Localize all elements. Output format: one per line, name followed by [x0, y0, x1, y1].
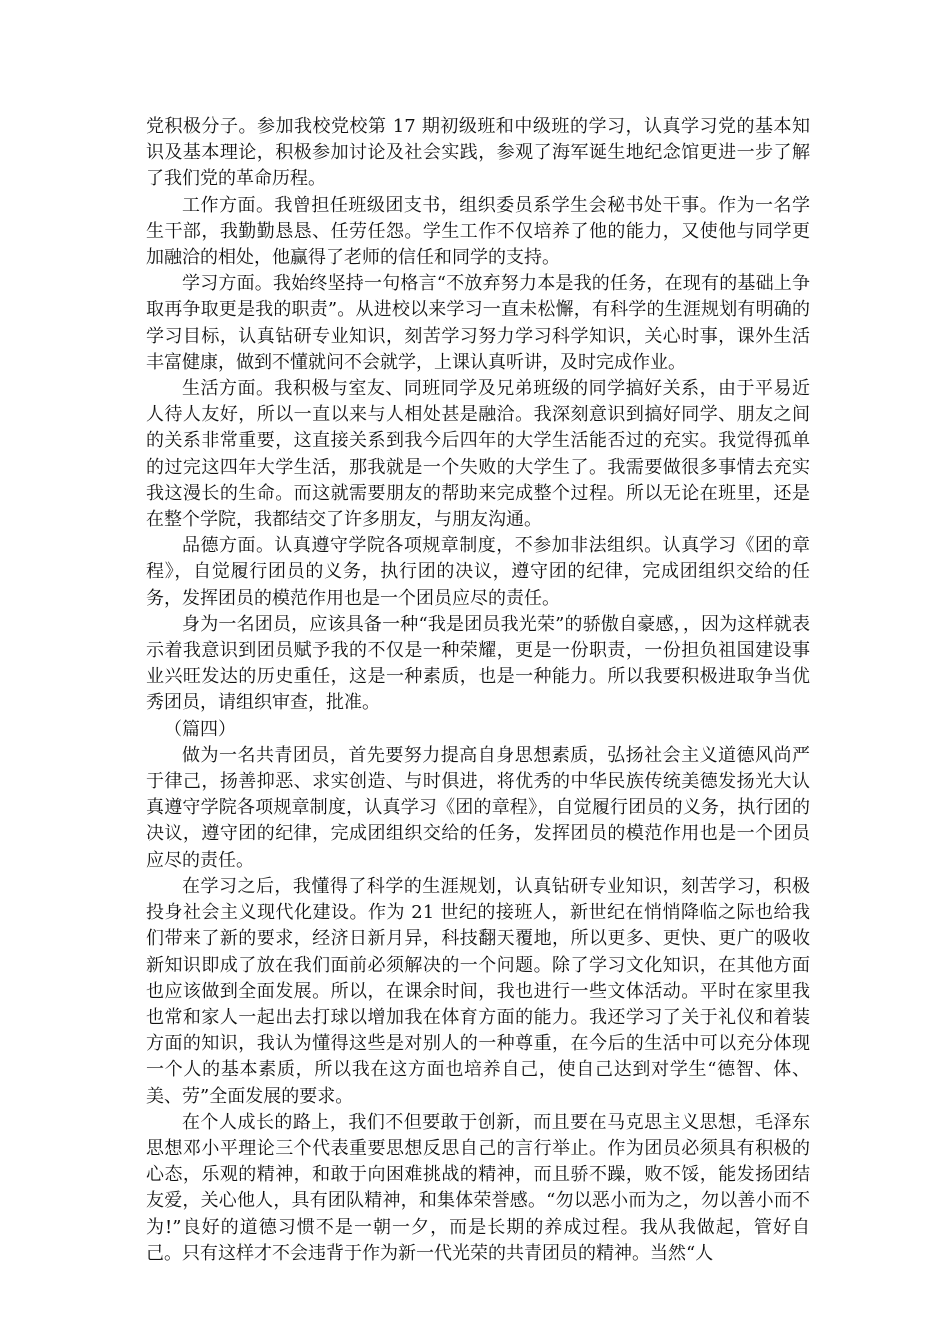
paragraph-work: 工作方面。我曾担任班级团支书，组织委员系学生会秘书处干事。作为一名学生干部，我勤勤恳恳、任劳任怨。学生工作不仅培养了他的能力，又使他与同学更加融洽的相处，他赢得了老师的信任和同学的支持。 — [146, 194, 810, 269]
paragraph-league-member-pride: 身为一名团员，应该具备一种“我是团员我光荣”的骄傲自豪感，，因为这样就表示着我意识到团员赋予我的不仅是一种荣耀，更是一份职责，一份担负祖国建设事业兴旺发达的历史重任，这是一种素质，也是一种能力。所以我要积极进取争当优秀团员，请组织审查，批准。 — [146, 613, 810, 714]
paragraph-after-study: 在学习之后，我懂得了科学的生涯规划，认真钻研专业知识，刻苦学习，积极投身社会主义现代化建设。作为 21 世纪的接班人，新世纪在悄悄降临之际也给我们带来了新的要求，经济日新月异，科技翻天覆地，所以更多、更快、更广的吸收新知识即成了放在我们面前必须解决的一个问题。除了学习文化知识，在其他方面也应该做到全面发展。所以，在课余时间，我也进行一些文体活动。平时在家里我也常和家人一起出去打球以增加我在体育方面的能力。我还学习了关于礼仪和着装方面的知识，我认为懂得这些是对别人的一种尊重，在今后的生活中可以充分体现一个人的基本素质，所以我在这方面也培养自己，使自己达到对学生“德智、体、美、劳”全面发展的要求。 — [146, 875, 810, 1107]
paragraph-morality: 品德方面。认真遵守学院各项规章制度，不参加非法组织。认真学习《团的章程》，自觉履行团员的义务，执行团的决议，遵守团的纪律，完成团组织交给的任务，发挥团员的模范作用也是一个团员应尽的责任。 — [146, 535, 810, 609]
section-heading: （篇四） — [164, 718, 236, 740]
document-page — [146, 114, 810, 1267]
paragraph-personal-growth: 在个人成长的路上，我们不但要敢于创新，而且要在马克思主义思想，毛泽东思想邓小平理论三个代表重要思想反思自己的言行举止。作为团员必须具有积极的心态，乐观的精神，和敢于向困难挑战的精神，而且骄不躁，败不馁，能发扬团结友爱，关心他人，具有团队精神，和集体荣誉感。“勿以恶小而为之，勿以善小而不为!”良好的道德习惯不是一朝一夕，而是长期的养成过程。我从我做起，管好自己。只有这样才不会违背于作为新一代光荣的共青团员的精神。当然“人 — [146, 1111, 810, 1264]
paragraph-party-activist: 党积极分子。参加我校党校第 17 期初级班和中级班的学习，认真学习党的基本知识及基本理论，积极参加讨论及社会实践，参观了海军诞生地纪念馆更进一步了解了我们党的革命历程。 — [146, 116, 810, 190]
paragraph-life: 生活方面。我积极与室友、同班同学及兄弟班级的同学搞好关系，由于平易近人待人友好，所以一直以来与人相处甚是融洽。我深刻意识到搞好同学、朋友之间的关系非常重要，这直接关系到我今后四年的大学生活能否过的充实。我觉得孤单的过完这四年大学生活，那我就是一个失败的大学生了。我需要做很多事情去充实我这漫长的生命。而这就需要朋友的帮助来完成整个过程。所以无论在班里，还是在整个学院，我都结交了许多朋友，与朋友沟通。 — [146, 378, 810, 531]
paragraph-self-improvement: 做为一名共青团员，首先要努力提高自身思想素质，弘扬社会主义道德风尚严于律己，扬善抑恶、求实创造、与时俱进，将优秀的中华民族传统美德发扬光大认真遵守学院各项规章制度，认真学习《团的章程》，自觉履行团员的义务，执行团的决议，遵守团的纪律，完成团组织交给的任务，发挥团员的模范作用也是一个团员应尽的责任。 — [146, 744, 810, 871]
paragraph-study: 学习方面。我始终坚持一句格言“不放弃努力本是我的任务，在现有的基础上争取再争取更是我的职责”。从进校以来学习一直未松懈，有科学的生涯规划有明确的学习目标，认真钻研专业知识，刻苦学习努力学习科学知识，关心时事，课外生活丰富健康，做到不懂就问不会就学，上课认真听讲，及时完成作业。 — [146, 273, 810, 373]
